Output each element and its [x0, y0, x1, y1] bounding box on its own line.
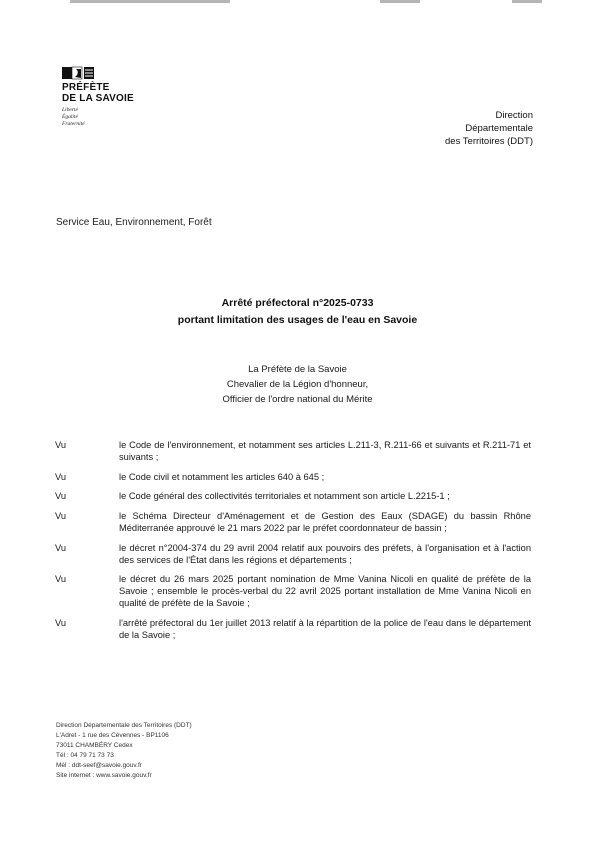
direction-line3: des Territoires (DDT)	[445, 136, 533, 147]
direction-line2: Départementale	[465, 123, 533, 134]
decree-title	[60, 295, 535, 329]
motto-egalite: Égalité	[62, 114, 78, 120]
visa-label: Vu	[55, 471, 67, 482]
visa-text: le Code civil et notamment les articles 640 à 645 ;	[119, 471, 325, 482]
scan-artifact	[512, 0, 542, 3]
visa-label: Vu	[55, 440, 67, 450]
visa-label: Vu	[55, 491, 67, 502]
visa-text: le Code général des collectivités territoriales et notamment son article L.2215-1 ;	[119, 491, 450, 502]
visa-label: Vu	[55, 574, 67, 585]
visa-item	[55, 511, 531, 535]
scan-artifact	[380, 0, 420, 3]
visa-item	[55, 440, 531, 464]
visa-label: Vu	[55, 617, 67, 628]
marianne-logo-icon	[62, 66, 96, 80]
motto-liberte: Liberté	[62, 107, 78, 113]
republic-motto	[62, 107, 182, 128]
prefecture-name-line1: PRÉFÈTE	[62, 82, 110, 93]
service-name: Service Eau, Environnement, Forêt	[56, 217, 212, 228]
author-distinction-1: Chevalier de la Légion d'honneur,	[226, 379, 369, 390]
visa-text: l'arrêté préfectoral du 1er juillet 2013 relatif à la répartition de la police de l'eau dans le département de la Savoie ;	[119, 617, 531, 640]
visa-item	[55, 491, 531, 503]
visa-text: le décret n°2004-374 du 29 avril 2004 relatif aux pouvoirs des préfets, à l'organisation et à l'action des services de l'État dans les régions et départements ;	[119, 542, 531, 565]
direction-block	[445, 109, 533, 148]
visa-item	[55, 543, 531, 567]
visas-list	[55, 440, 531, 649]
footer-organisation: Direction Départementale des Territoires (DDT)	[56, 722, 192, 729]
visa-label: Vu	[55, 511, 67, 522]
footer-website-link[interactable]: Site internet : www.savoie.gouv.fr	[56, 772, 152, 779]
footer-email-link[interactable]: Mél : ddt-seef@savoie.gouv.fr	[56, 762, 142, 769]
prefecture-name	[62, 82, 182, 104]
author-block	[60, 362, 535, 407]
footer-city: 73011 CHAMBÉRY Cedex	[56, 742, 133, 749]
decree-subject: portant limitation des usages de l'eau en Savoie	[177, 314, 418, 326]
author-title: La Préfète de la Savoie	[248, 364, 347, 375]
visa-text: le décret du 26 mars 2025 portant nomination de Mme Vanina Nicoli en qualité de préfète de la Savoie ; ensemble le procès-verbal du 22 avril 2025 portant installation de Mme Vanina Nicoli en qualité de préfète de la Savoie ;	[119, 574, 531, 608]
direction-line1: Direction	[495, 110, 533, 121]
author-distinction-2: Officier de l'ordre national du Mérite	[222, 394, 373, 405]
scan-artifact	[70, 0, 230, 3]
visa-item	[55, 574, 531, 609]
visa-label: Vu	[55, 542, 67, 553]
visa-text: le Schéma Directeur d'Aménagement et de Gestion des Eaux (SDAGE) du bassin Rhône Méditerranée approuvé le 21 mars 2022 par le préfet coordonnateur de bassin ;	[119, 511, 531, 533]
visa-text: le Code de l'environnement, et notamment ses articles L.211-3, R.211-66 et suivants et R.211-71 et suivants ;	[119, 440, 531, 462]
visa-item	[55, 618, 531, 642]
visa-item	[55, 472, 531, 484]
decree-number: Arrêté préfectoral n°2025-0733	[221, 297, 374, 309]
prefecture-name-line2: DE LA SAVOIE	[62, 93, 134, 104]
footer-phone: Tél : 04 79 71 73 73	[56, 752, 114, 759]
prefecture-logo-block	[62, 66, 182, 128]
motto-fraternite: Fraternité	[62, 121, 85, 127]
footer-address: L'Adret - 1 rue des Cévennes - BP1106	[56, 732, 169, 739]
footer-contact	[56, 721, 192, 781]
